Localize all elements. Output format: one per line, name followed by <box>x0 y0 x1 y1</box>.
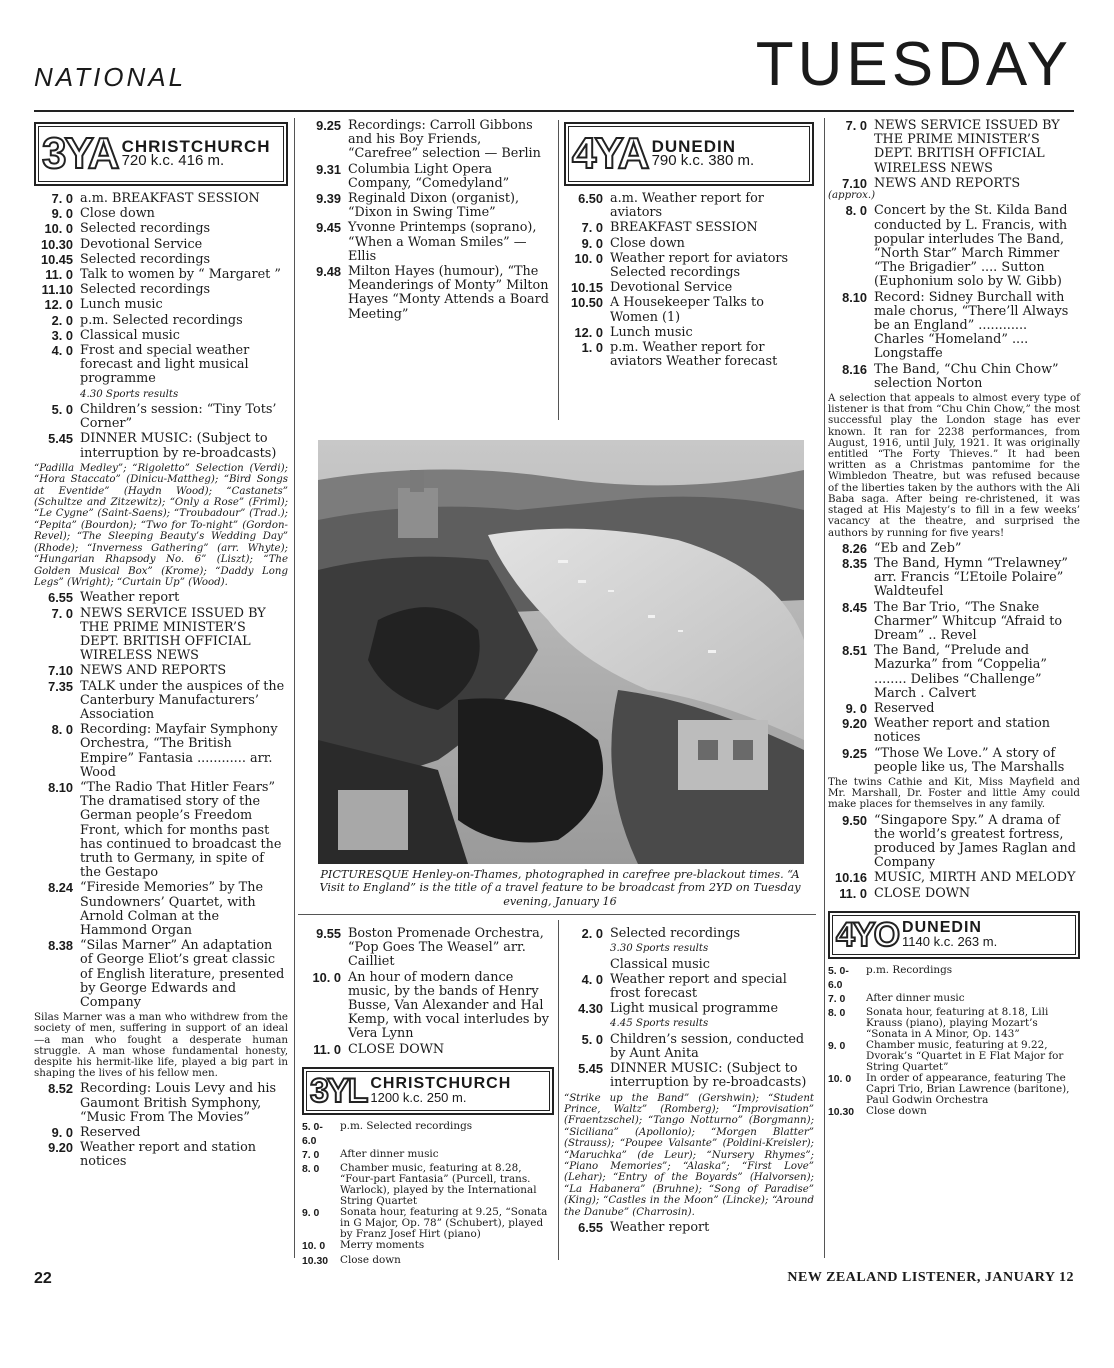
sports-note: 3.30 Sports results <box>610 943 709 955</box>
schedule-description: Weather report and station notices <box>80 1140 257 1170</box>
schedule-time: 10.30 <box>828 1107 855 1119</box>
schedule-item <box>828 747 1080 775</box>
schedule-time: 7. 0 <box>828 994 846 1006</box>
schedule-item <box>302 163 554 191</box>
schedule-item <box>34 314 288 328</box>
schedule-time: 8. 0 <box>828 1008 846 1020</box>
schedule-description: Light musical programme <box>610 1001 779 1017</box>
schedule-list <box>302 1121 554 1269</box>
schedule-time: 6.50 <box>578 191 603 206</box>
schedule-item <box>828 814 1080 871</box>
schedule-description: Columbia Light Opera Company, “Comedyland” <box>348 161 510 191</box>
schedule-item <box>34 298 288 312</box>
schedule-time: 8.38 <box>48 938 73 954</box>
schedule-description: CLOSE DOWN <box>348 1041 445 1057</box>
schedule-list <box>564 192 814 369</box>
schedule-list <box>828 814 1080 901</box>
schedule-item <box>302 265 554 322</box>
schedule-item <box>302 971 554 1042</box>
schedule-item <box>302 927 554 970</box>
schedule-list <box>564 1033 814 1091</box>
schedule-time: 9. 0 <box>845 700 867 716</box>
schedule-description: A Housekeeper Talks to Women (1) <box>610 295 764 325</box>
schedule-item <box>34 723 288 780</box>
photo-caption: PICTURESQUE Henley-on-Thames, photographed in carefree pre-blackout times. “A Visit to England” is the title of a travel feature to be broadcast from 2YD on Tuesday evening, January 16 <box>319 868 801 908</box>
schedule-item <box>828 644 1080 701</box>
schedule-time: 3. 0 <box>51 327 73 343</box>
schedule-item <box>302 1121 554 1149</box>
schedule-item <box>34 881 288 938</box>
schedule-description: Lunch music <box>610 324 693 340</box>
schedule-time: 10. 0 <box>44 221 73 237</box>
schedule-item <box>564 341 814 369</box>
schedule-description: Recordings: Carroll Gibbons and his Boy Friends, “Carefree” selection — Berlin <box>348 118 541 162</box>
station-call: 3YA <box>42 129 118 178</box>
henley-photo-image <box>318 440 804 864</box>
schedule-item <box>302 1207 554 1240</box>
header-rule <box>34 110 1074 112</box>
schedule-time: 1. 0 <box>581 340 603 356</box>
column-3ya <box>34 118 295 1258</box>
caption-rule <box>298 914 816 915</box>
column-4ya <box>564 118 814 370</box>
schedule-description: “Singapore Spy.” A drama of the world’s greatest fortress, produced by James Raglan and Company <box>874 812 1076 871</box>
schedule-item <box>828 702 1080 716</box>
day-title: TUESDAY <box>755 30 1072 99</box>
schedule-item <box>34 680 288 723</box>
schedule-item <box>564 237 814 251</box>
page-number: 22 <box>34 1270 52 1287</box>
schedule-description: Weather report <box>610 1220 710 1236</box>
schedule-time: 9.50 <box>842 812 867 828</box>
schedule-item <box>564 1002 814 1016</box>
henley-photo <box>318 440 804 864</box>
schedule-time: 5.45 <box>578 1061 603 1077</box>
schedule-time: 9. 0 <box>828 1041 846 1053</box>
schedule-item <box>828 965 1080 993</box>
schedule-time: 10. 0 <box>574 250 603 266</box>
schedule-time: 2. 0 <box>581 926 603 941</box>
schedule-time: 9.55 <box>316 926 341 941</box>
schedule-time: 12. 0 <box>574 324 603 340</box>
dinner-music-list: “Padilla Medley”; “Rigoletto” Selection (Verdi); “Hora Staccato” (Dinicu-Mattheg); “Bird Songs at Eventide” (Haydn Wood); “Castanets” (Schultze and Zitzewitz); “Only a Rose” (Friml); “Le Cygne” (Saint-Saens); “Troubadour” (Trad.); “Pepita” (Bourdon); “Two for To-night” (Gordon-Revel); “The Sleeping Beauty’s Wedding Day” (Rhode); “Inverness Gathering” (arr. Whyte); “Hungarian Rhapsody No. 6” (Liszt); “The Golden Musical Box” (Krome); “Daddy Long Legs” (Wright); “Curtain Up” (Wood). <box>34 462 288 588</box>
schedule-item <box>34 253 288 267</box>
approx-note: (approx.) <box>828 190 876 202</box>
schedule-time: 8.52 <box>48 1081 73 1097</box>
station-frequency: 720 k.c. 416 m. <box>121 152 225 169</box>
schedule-time: 7.10 <box>48 663 73 679</box>
schedule-time: 2. 0 <box>51 312 73 328</box>
dinner-music-list: “Strike up the Band” (Gershwin); “Student Prince, Waltz” (Romberg); “Improvisation” (Fraentzschel); “Tango Notturno” (Borgmann); “Siciliana” (Apollonio); “Morgen Blatter” (Strauss); “Poupee Valsante” (Poldini-Kreisler); “Maruchka” (de Leur); “Nursery Rhymes”; “Piano Memories”; “Alaska”; “First Love” (Lehar); “Entry of the Boyards” (Halvorsen); “La Habanera” (Bruhne); “Song of Paradise” (King); “Castles in the Moon” (Lincke); “Around the Danube” (Charrosin). <box>564 1092 814 1218</box>
schedule-description: Boston Promenade Orchestra, “Pop Goes The Weasel” arr. Cailliet <box>348 926 544 970</box>
silas-marner-note: Silas Marner was a man who withdrew from the society of men, suffering in support of an ideal—a man who fought a desperate human struggle. A man whose fundamental honesty, despite his hermit-like life, played a big part in shaping the lives of his fellow men. <box>34 1011 288 1080</box>
schedule-description: NEWS SERVICE ISSUED BY THE PRIME MINISTER’S DEPT. BRITISH OFFICIAL WIRELESS NEWS <box>874 118 1060 176</box>
schedule-description: “Silas Marner” An adaptation of George Eliot’s great classic of English literature, presented by George Edwards and Company <box>80 938 285 1011</box>
schedule-time: 9. 0 <box>51 1125 73 1141</box>
station-frequency: 790 k.c. 380 m. <box>651 152 755 169</box>
schedule-item <box>302 1240 554 1254</box>
schedule-item <box>34 607 288 664</box>
schedule-time: 7. 0 <box>302 1150 320 1162</box>
schedule-description: Selected recordings <box>80 282 211 298</box>
schedule-time: 7. 0 <box>845 118 867 133</box>
schedule-description: Milton Hayes (humour), “The Meanderings of Monty” Milton Hayes “Monty Attends a Board Meeting” <box>348 264 549 322</box>
station-call: 3YL <box>310 1071 367 1110</box>
chu-chin-chow-note: A selection that appeals to almost every type of listener is that from “Chu Chin Chow,” the most successful play the London stage has ever known. It ran for 2238 performances, from August, 1916, until July, 1921. It was originally entitled “The Forty Thieves.” It had been written as a Christmas pantomime for the Wimbledon Theatre, but was refused because of the liberties taken by the authors with the Ali Baba saga. After being re-christened, it was staged at His Majesty’s to fill in a few weeks’ vacancy at the theatre, and surprised the authors by running for five years! <box>828 392 1080 539</box>
schedule-description: Reginald Dixon (organist), “Dixon in Swing Time” <box>348 191 520 221</box>
schedule-description: CLOSE DOWN <box>874 885 971 901</box>
schedule-time: 9.31 <box>316 161 341 177</box>
schedule-item <box>564 958 814 972</box>
schedule-time: 8.45 <box>842 599 867 615</box>
schedule-description: Close down <box>340 1253 401 1266</box>
schedule-time: 4. 0 <box>581 971 603 987</box>
schedule-description: p.m. Selected recordings <box>340 1119 473 1132</box>
station-city: CHRISTCHURCH <box>121 136 271 156</box>
schedule-item <box>564 221 814 235</box>
schedule-item <box>564 973 814 1001</box>
station-call: 4YA <box>572 129 648 178</box>
station-frequency: 1200 k.c. 250 m. <box>370 1089 467 1105</box>
schedule-time: 10.30 <box>40 236 73 252</box>
schedule-description: Yvonne Printemps (soprano), “When a Woman Smiles” — Ellis <box>348 220 537 264</box>
sports-note: 4.45 Sports results <box>610 1018 709 1030</box>
schedule-description: The Bar Trio, “The Snake Charmer” Whitcup “Afraid to Dream” .. Revel <box>874 599 1063 643</box>
schedule-item <box>564 1221 814 1235</box>
schedule-item <box>828 993 1080 1007</box>
station-city: DUNEDIN <box>902 918 982 936</box>
schedule-item <box>828 291 1080 362</box>
schedule-time: 10. 0 <box>828 1074 852 1086</box>
schedule-description: p.m. Recordings <box>866 963 953 976</box>
schedule-time: 8.10 <box>842 289 867 305</box>
schedule-list <box>302 927 554 1057</box>
schedule-item <box>828 204 1080 289</box>
schedule-time: 9.25 <box>842 745 867 761</box>
schedule-item <box>34 207 288 221</box>
schedule-description: Chamber music, featuring at 8.28, “Four-part Fantasia” (Purcell, trans. Warlock), played by the International String Quartet <box>340 1162 537 1208</box>
schedule-time: 11.10 <box>41 282 73 298</box>
schedule-description: Lunch music <box>80 297 163 313</box>
schedule-item <box>564 192 814 220</box>
schedule-list <box>564 1221 814 1235</box>
schedule-time: 9.48 <box>316 264 341 280</box>
schedule-time: 10.50 <box>570 295 603 311</box>
schedule-time: 10.45 <box>40 251 73 267</box>
schedule-time: 8. 0 <box>302 1164 320 1176</box>
schedule-time: 12. 0 <box>44 297 73 313</box>
schedule-list <box>564 958 814 1017</box>
schedule-description: “Eb and Zeb” <box>874 540 962 556</box>
schedule-description: The Band, “Prelude and Mazurka” from “Coppelia” ........ Delibes “Challenge” March . Calvert <box>874 643 1047 701</box>
schedule-item <box>828 1040 1080 1073</box>
marshalls-note: The twins Cathie and Kit, Miss Mayfield and Mr. Marshall, Dr. Foster and little Amy could make places for themselves in any family. <box>828 775 1080 811</box>
schedule-time: 8.16 <box>842 361 867 377</box>
schedule-time: 7. 0 <box>581 220 603 236</box>
schedule-description: “The Radio That Hitler Fears” The dramatised story of the German people’s Freedom Front, which for months past has continued to broadcast the truth to Germany, in spite of the Gestapo <box>80 779 282 881</box>
schedule-time: 10.16 <box>834 870 867 886</box>
schedule-description: a.m. BREAKFAST SESSION <box>80 191 260 206</box>
schedule-description: Concert by the St. Kilda Band conducted by L. Francis, with popular interludes The Band, “North Star” March Rimmer “The Brigadier” .... Sutton (Euphonium solo by W. Gibb) <box>874 203 1068 290</box>
schedule-description: MUSIC, MIRTH AND MELODY <box>874 870 1076 886</box>
schedule-list <box>828 542 1080 775</box>
schedule-time: 9.20 <box>842 716 867 732</box>
schedule-description: Selected recordings <box>80 251 211 267</box>
schedule-description: “Those We Love.” A story of people like us, The Marshalls <box>874 745 1065 775</box>
schedule-item <box>828 1007 1080 1040</box>
schedule-description: The Band, Hymn “Trelawney” arr. Francis “L’Etoile Polaire” Waldteufel <box>874 555 1068 600</box>
schedule-time: 9.25 <box>316 118 341 133</box>
schedule-time: 7.10 <box>842 175 867 191</box>
schedule-time: 8. 0 <box>845 203 867 219</box>
schedule-description: Close down <box>866 1105 927 1118</box>
schedule-time: 8.26 <box>842 540 867 556</box>
schedule-description: Close down <box>80 206 155 222</box>
schedule-item <box>564 1033 814 1061</box>
station-logo-4ya <box>564 122 814 186</box>
schedule-time: 6.55 <box>48 590 73 606</box>
schedule-item <box>828 177 1080 191</box>
schedule-time: 8.51 <box>842 643 867 659</box>
schedule-description: Sonata hour, featuring at 9.25, “Sonata in G Major, Op. 78” (Schubert), played by Franz Josef Hirt (piano) <box>340 1206 548 1241</box>
schedule-time: 9.45 <box>316 220 341 236</box>
schedule-item <box>34 222 288 236</box>
schedule-description: Classical music <box>80 327 180 343</box>
schedule-time: 5.45 <box>48 431 73 447</box>
column-4ya-evening <box>824 118 1080 1258</box>
schedule-item <box>302 1163 554 1207</box>
schedule-time <box>564 958 610 972</box>
schedule-description: Children’s session: “Tiny Tots’ Corner” <box>80 402 277 432</box>
schedule-item <box>34 939 288 1010</box>
schedule-description: Weather report and special frost forecast <box>610 971 787 1002</box>
schedule-item <box>828 1073 1080 1106</box>
schedule-item <box>828 557 1080 600</box>
schedule-time: 7.35 <box>48 678 73 694</box>
schedule-list <box>34 403 288 461</box>
schedule-description: Weather report for aviators Selected recordings <box>610 250 789 281</box>
sports-note: 4.30 Sports results <box>80 388 179 400</box>
schedule-time: 11. 0 <box>839 885 867 901</box>
schedule-description: DINNER MUSIC: (Subject to interruption by re-broadcasts) <box>610 1061 807 1091</box>
schedule-item <box>302 1043 554 1057</box>
schedule-time: 8.35 <box>842 555 867 571</box>
schedule-description: Weather report <box>80 590 180 606</box>
schedule-description: The Band, “Chu Chin Chow” selection Norton <box>874 361 1059 391</box>
schedule-item <box>828 363 1080 391</box>
schedule-description: BREAKFAST SESSION <box>610 220 758 236</box>
station-city: DUNEDIN <box>651 136 737 156</box>
schedule-description: Selected recordings <box>610 926 741 941</box>
column-3ya-continued <box>302 118 554 323</box>
schedule-item <box>34 192 288 206</box>
section-title: NATIONAL <box>34 62 187 92</box>
schedule-list <box>828 119 1080 191</box>
schedule-item <box>302 192 554 220</box>
schedule-list <box>828 965 1080 1121</box>
schedule-time: 11. 0 <box>313 1041 341 1057</box>
schedule-time: 8.24 <box>48 880 73 896</box>
schedule-item <box>34 238 288 252</box>
schedule-time: 10.15 <box>570 280 603 296</box>
schedule-description: Weather report and station notices <box>874 716 1051 746</box>
schedule-item <box>564 281 814 295</box>
schedule-time: 10. 0 <box>302 1241 326 1253</box>
schedule-description: Recording: Louis Levy and his Gaumont British Symphony, “Music From The Movies” <box>80 1081 277 1125</box>
schedule-description: p.m. Selected recordings <box>80 312 243 328</box>
schedule-time: 9. 0 <box>302 1208 320 1220</box>
schedule-item <box>34 344 288 387</box>
schedule-description: DINNER MUSIC: (Subject to interruption by re-broadcasts) <box>80 431 277 461</box>
schedule-item <box>828 119 1080 176</box>
schedule-list <box>828 204 1080 391</box>
schedule-description: Selected recordings <box>80 221 211 237</box>
bottom-column-divider <box>558 920 559 1260</box>
schedule-item <box>34 1126 288 1140</box>
schedule-description: a.m. Weather report for aviators <box>610 191 764 221</box>
schedule-time: 9. 0 <box>51 206 73 222</box>
schedule-description: Classical music <box>610 956 710 972</box>
publication-footer: NEW ZEALAND LISTENER, JANUARY 12 <box>787 1270 1074 1285</box>
schedule-item <box>34 664 288 678</box>
schedule-description: Merry moments <box>340 1239 425 1252</box>
schedule-item <box>302 221 554 264</box>
schedule-item <box>828 887 1080 901</box>
schedule-description: Close down <box>610 235 685 251</box>
column-4ya-afternoon <box>564 926 814 1236</box>
schedule-time: 11. 0 <box>45 267 73 283</box>
schedule-item <box>302 1149 554 1163</box>
schedule-item <box>564 252 814 280</box>
schedule-item <box>564 296 814 324</box>
schedule-item <box>828 871 1080 885</box>
schedule-time: 8.10 <box>48 779 73 795</box>
schedule-item <box>34 403 288 431</box>
schedule-list <box>34 1082 288 1169</box>
schedule-description: Recording: Mayfair Symphony Orchestra, “The British Empire” Fantasia ............ arr. Wood <box>80 722 278 780</box>
schedule-item <box>564 927 814 941</box>
schedule-time: 4.30 <box>578 1001 603 1017</box>
station-logo-3yl <box>302 1067 554 1115</box>
schedule-description: Talk to women by “ Margaret ” <box>80 267 281 283</box>
column-3ya-late <box>302 926 554 1269</box>
schedule-description: NEWS SERVICE ISSUED BY THE PRIME MINISTER’S DEPT. BRITISH OFFICIAL WIRELESS NEWS <box>80 605 266 664</box>
schedule-item <box>34 591 288 605</box>
schedule-description: Record: Sidney Burchall with male chorus, “There’ll Always be an England” ............ Charles “Homeland” .... Longstaffe <box>874 289 1069 362</box>
schedule-item <box>828 1106 1080 1120</box>
schedule-description: NEWS AND REPORTS <box>874 175 1021 191</box>
schedule-time: 10.30 <box>302 1255 329 1267</box>
schedule-description: NEWS AND REPORTS <box>80 663 227 679</box>
schedule-time: 9.39 <box>316 191 341 207</box>
station-logo-4yo <box>828 911 1080 959</box>
schedule-description: In order of appearance, featuring The Capri Trio, Brian Lawrence (baritone), Paul Godwin Orchestra <box>866 1072 1070 1107</box>
station-logo-3ya <box>34 122 288 186</box>
schedule-time: 7. 0 <box>51 605 73 621</box>
station-city: CHRISTCHURCH <box>370 1074 512 1092</box>
schedule-item <box>34 268 288 282</box>
schedule-description: Chamber music, featuring at 9.22, Dvorak’s “Quartet in E Flat Major for String Quartet” <box>866 1039 1064 1074</box>
schedule-description: Devotional Service <box>610 280 733 296</box>
schedule-time: 6.55 <box>578 1220 603 1236</box>
schedule-description: TALK under the auspices of the Canterbury Manufacturers’ Association <box>80 678 285 722</box>
schedule-time: 5. 0 <box>581 1031 603 1047</box>
schedule-list <box>302 119 554 322</box>
schedule-item <box>34 781 288 880</box>
schedule-item <box>302 1255 554 1269</box>
schedule-time: 8. 0 <box>51 722 73 738</box>
schedule-description: Reserved <box>874 700 935 716</box>
schedule-description: An hour of modern dance music, by the bands of Henry Busse, Van Alexander and Hal Kemp, with vocal interludes by Vera Lynn <box>348 969 549 1042</box>
schedule-list <box>34 591 288 1010</box>
schedule-item <box>34 283 288 297</box>
schedule-item <box>302 119 554 162</box>
schedule-item <box>34 329 288 343</box>
schedule-item <box>564 326 814 340</box>
schedule-time: 7. 0 <box>51 191 73 206</box>
schedule-time: 9. 0 <box>581 235 603 251</box>
schedule-description: After dinner music <box>340 1148 439 1161</box>
schedule-item <box>828 601 1080 644</box>
schedule-description: Frost and special weather forecast and light musical programme <box>80 343 250 387</box>
schedule-time: 9.20 <box>48 1140 73 1156</box>
schedule-list <box>34 192 288 387</box>
schedule-description: “Fireside Memories” by The Sundowners’ Quartet, with Arnold Colman at the Hammond Organ <box>80 880 264 938</box>
schedule-item <box>828 717 1080 745</box>
schedule-time: 5. 0 <box>51 402 73 418</box>
schedule-time: 5. 0-6.0 <box>828 965 849 991</box>
schedule-description: Reserved <box>80 1125 141 1141</box>
schedule-item <box>828 542 1080 556</box>
schedule-time: 5. 0-6.0 <box>302 1121 323 1148</box>
station-call: 4YO <box>836 915 899 954</box>
schedule-description: Sonata hour, featuring at 8.18, Lili Krauss (piano), playing Mozart’s “Sonata in A Minor, Op. 143” <box>866 1006 1049 1041</box>
schedule-description: After dinner music <box>866 992 965 1005</box>
schedule-time: 4. 0 <box>51 343 73 359</box>
schedule-item <box>34 1082 288 1125</box>
schedule-item <box>34 432 288 460</box>
schedule-description: Devotional Service <box>80 236 203 252</box>
top-column-divider <box>558 120 559 420</box>
schedule-item <box>34 1141 288 1169</box>
schedule-description: Children’s session, conducted by Aunt Anita <box>610 1031 805 1062</box>
schedule-list <box>564 927 814 941</box>
schedule-description: p.m. Weather report for aviators Weather forecast <box>610 340 778 370</box>
schedule-item <box>564 1062 814 1090</box>
station-frequency: 1140 k.c. 263 m. <box>902 933 998 949</box>
schedule-time: 10. 0 <box>312 969 341 985</box>
